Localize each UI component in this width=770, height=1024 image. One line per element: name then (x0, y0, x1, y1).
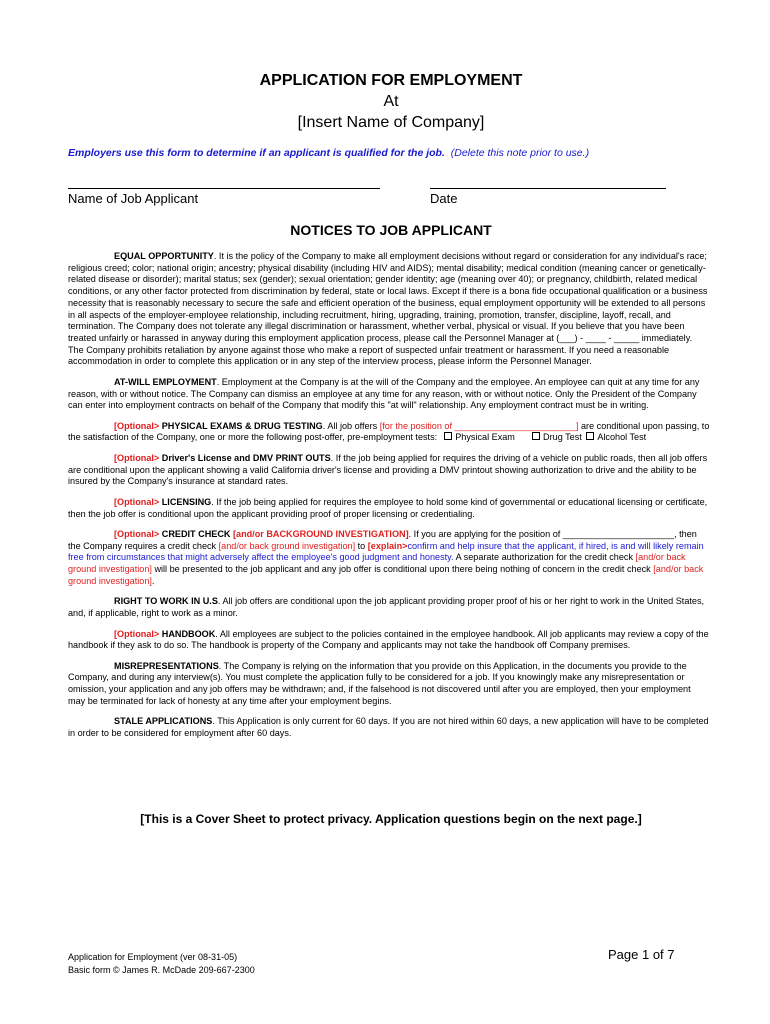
misrepresentations-text: . The Company is relying on the information that you provide on this Application, in the documents you provide to the Company, and during any interview(s). You must complete the application fully to be considered for a job. If you knowingly make any misrepresentation or omission, your application and any job offers may be withdrawn; and, if the falsehood is not discovered until after you are employed, then your employment may be terminated for lack of honesty at any time after your employment begins. (68, 660, 691, 706)
right-to-work-text: . All job offers are conditional upon the job applicant providing proper proof of his or her right to work in the United States, and, if applicable, right to work as a minor. (68, 596, 705, 619)
physical-exam-label: Physical Exam (455, 432, 515, 443)
right-to-work-heading: RIGHT TO WORK IN U.S (114, 596, 218, 607)
physical-exams-paragraph (68, 421, 710, 444)
credit-explain-tag: [explain> (367, 540, 408, 551)
date-line[interactable] (430, 178, 666, 189)
physical-text-2: are conditional upon passing, to the satisfaction of the Company, one or more the following post-offer, pre-employment tests: (68, 420, 710, 443)
equal-opportunity-text: . It is the policy of the Company to make all employment decisions without regard or consideration for any individual's race; religious creed; color; national origin; ancestry; physical disability (including HIV and AIDS); mental disability; medical condition (meaning cancer or genetically-related disease or disorder); marital status; sex (gender); sexual orientation; gender identity; age (meaning over 40); or pregnancy, childbirth, related medical conditions, or any other factor protected from discrimination by federal, state or local laws. Except if there is a bona fide occupational qualification or a business necessity that is reasonably necessary to secure the safe and efficient operation of the business, equal employment opportunity will be extended to all persons in all aspects of the employer-employee relationship, including recruitment, hiring, upgrading, training, promotion, transfer, discipline, layoff, recall, and termination. The Company does not tolerate any illegal discrimination or harassment, whether verbal, physical or visual. If you believe that you have been treated unfairly or harassed in anyway during this employment application process, please call the Personnel Manager at (___) - ____ - _____ immediately. The Company prohibits retaliation by anyone against those who make a report of suspected unfair treatment or harassment. If you need a reasonable accommodation in order to complete this application or in any step of the interview process, please inform the Personnel Manager. (68, 251, 708, 367)
footer-version: Application for Employment (ver 08-31-05) (68, 952, 238, 962)
licensing-paragraph (68, 497, 710, 520)
page-title: APPLICATION FOR EMPLOYMENT (259, 72, 523, 89)
license-optional-tag: [Optional> (114, 452, 160, 463)
alcohol-test-checkbox[interactable] (586, 432, 594, 440)
handbook-heading: HANDBOOK (159, 628, 216, 639)
credit-text-3: A separate authorization for the credit check (453, 552, 636, 563)
drug-test-checkbox[interactable] (532, 432, 540, 440)
credit-text-5: . (151, 575, 155, 586)
physical-optional-tag: [Optional> (114, 420, 160, 431)
credit-text-4: will be presented to the job applicant and any job offer is conditional upon there being nothing of concern in the credit check (151, 564, 654, 575)
credit-explain-text: confirm and help insure that the applicant, if hired, is and will likely remain free from circumstances that might adversely affect the employee's good judgment and honesty. (68, 540, 704, 563)
license-heading: Driver's License and DMV PRINT OUTS (159, 452, 331, 463)
physical-text-1: . All job offers (322, 420, 380, 431)
physical-exam-checkbox[interactable] (444, 432, 452, 440)
licensing-heading: LICENSING (159, 496, 212, 507)
credit-background-tag: [and/or BACKGROUND INVESTIGATION] (232, 529, 409, 540)
misrepresentations-heading: MISREPRESENTATIONS (114, 660, 219, 671)
stale-applications-paragraph (68, 716, 710, 739)
physical-heading: PHYSICAL EXAMS & DRUG TESTING (159, 420, 323, 431)
physical-position: [for the position of ________________________] (379, 420, 579, 431)
employer-note-paren: (Delete this note prior to use.) (450, 147, 590, 159)
right-to-work-paragraph (68, 596, 710, 619)
credit-background-4: [and/or back ground investigation] (68, 564, 704, 586)
credit-heading: CREDIT CHECK (159, 529, 233, 540)
license-text: . If the job being applied for requires the driving of a vehicle on public roads, then all job offers are conditional upon the applicant showing a valid California driver's license and providing a DMV printout showing authorization to drive and the ability to be insured by the Company's insurance at standard rates. (68, 452, 708, 487)
handbook-paragraph (68, 629, 710, 652)
equal-opportunity-heading: EQUAL OPPORTUNITY (114, 251, 214, 261)
applicant-name-line[interactable] (68, 178, 380, 189)
title-block (0, 70, 770, 133)
cover-sheet-note: [This is a Cover Sheet to protect privacy. Application questions begin on the next page.] (140, 812, 642, 826)
title-at: At (383, 93, 399, 110)
credit-background-3: [and/or back ground investigation] (68, 552, 686, 575)
drivers-license-paragraph (68, 453, 710, 488)
handbook-optional-tag: [Optional> (114, 628, 160, 639)
stale-applications-text: . This Application is only current for 60 days. If you are not hired within 60 days, a new application will have to be completed in order to be considered for employment after 60 days. (68, 716, 709, 739)
applicant-name-label: Name of Job Applicant (68, 191, 199, 206)
credit-background-2: [and/or back ground investigation] (218, 540, 356, 551)
licensing-text: . If the job being applied for requires the employee to hold some kind of governmental or educational licensing or certificate, then the job offer is conditional upon the applicant providing proof of proper licensing or credentialing. (68, 496, 708, 519)
at-will-heading: AT-WILL EMPLOYMENT (114, 376, 217, 387)
notices-body (68, 251, 710, 749)
page-number: Page 1 of 7 (608, 947, 675, 962)
credit-check-paragraph (68, 529, 710, 588)
credit-text-2: to (355, 540, 368, 551)
licensing-optional-tag: [Optional> (114, 496, 160, 507)
employer-note-main: Employers use this form to determine if an applicant is qualified for the job. (68, 147, 445, 159)
employer-note (68, 147, 589, 159)
equal-opportunity-paragraph (68, 251, 710, 368)
footer-left (68, 951, 255, 977)
credit-optional-tag: [Optional> (114, 529, 160, 540)
stale-applications-heading: STALE APPLICATIONS (114, 716, 213, 727)
at-will-text: . Employment at the Company is at the will of the Company and the employee. An employee can quit at any time for any reason, with or without notice. The Company can dismiss an employee at any time for any reason, with or without notice. Only the President of the Company can enter into employment contracts on behalf of the Company that modify this "at will" relationship. Any employment contract must be in writing. (68, 376, 700, 411)
drug-test-label: Drug Test (543, 432, 582, 443)
company-name-placeholder: [Insert Name of Company] (297, 114, 485, 131)
footer-copyright: Basic form © James R. McDade 209-667-2300 (68, 965, 255, 975)
credit-text-1: . If you are applying for the position of ______________________, then the Company requires a credit check (68, 529, 697, 551)
at-will-paragraph (68, 377, 710, 412)
notices-title: NOTICES TO JOB APPLICANT (290, 222, 492, 238)
misrepresentations-paragraph (68, 661, 710, 708)
date-label: Date (430, 191, 458, 206)
alcohol-test-label: Alcohol Test (597, 432, 647, 443)
handbook-text: . All employees are subject to the policies contained in the employee handbook. All job applicants may review a copy of the handbook if they ask to do so. The handbook is property of the Company and applicants may not take the handbook off Company premises. (68, 628, 709, 651)
